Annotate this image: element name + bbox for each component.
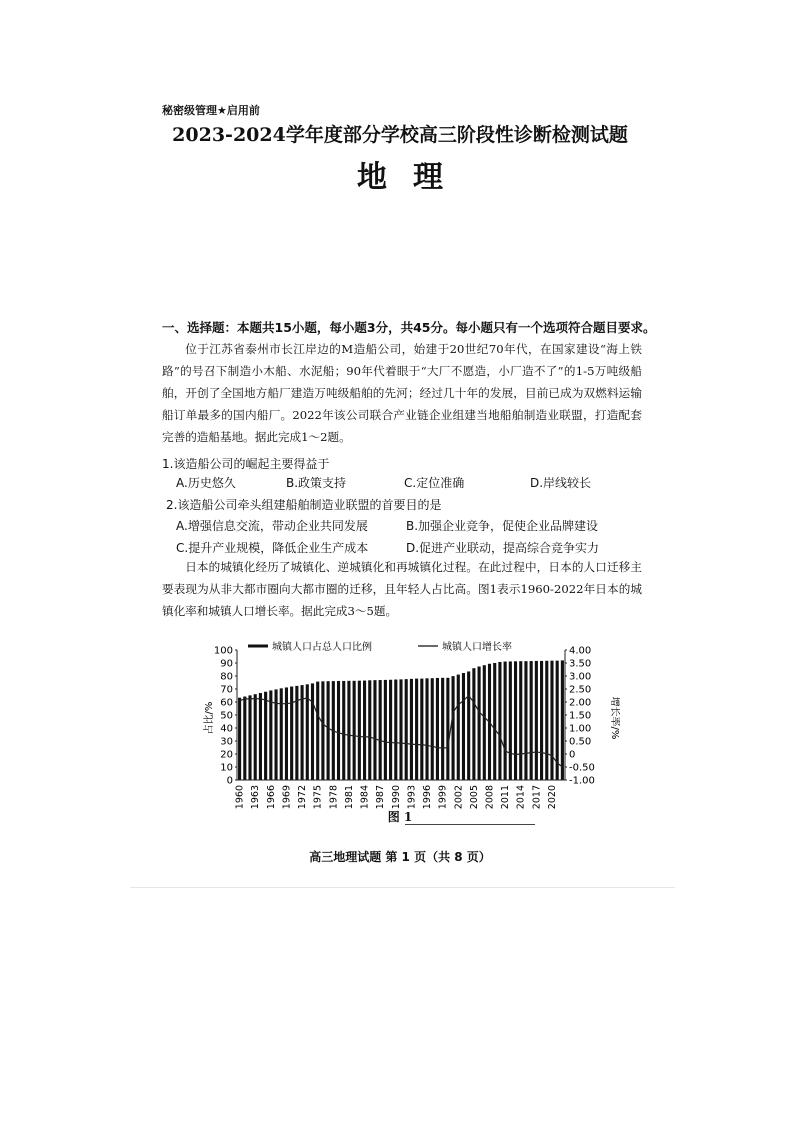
bar-1986: [373, 680, 376, 780]
bar-series: [238, 660, 564, 780]
right-tick-1.00: 1.00: [569, 723, 592, 735]
bar-1984: [363, 681, 366, 780]
bar-2005: [472, 668, 475, 780]
x-tick-2005: 2005: [468, 785, 480, 810]
bar-1996: [425, 678, 428, 780]
bar-1970: [290, 687, 293, 780]
bar-2003: [462, 673, 465, 780]
question-1-stem: 1.该造船公司的崛起主要得益于: [162, 457, 330, 471]
bar-2022: [561, 660, 564, 780]
bar-1983: [358, 681, 361, 780]
x-tick-1969: 1969: [281, 785, 293, 810]
q2-option-b: B.加强企业竞争，促使企业品牌建设: [406, 519, 599, 533]
bar-1997: [431, 678, 434, 780]
right-tick-3.50: 3.50: [569, 658, 592, 670]
bar-1988: [384, 680, 387, 780]
right-tick--1.00: -1.00: [569, 775, 595, 787]
x-tick-1990: 1990: [390, 785, 402, 810]
x-tick-1993: 1993: [406, 785, 418, 810]
q1-option-a: A.历史悠久: [176, 476, 236, 490]
bar-1974: [311, 683, 314, 780]
bar-2007: [483, 665, 486, 780]
left-tick-40: 40: [220, 723, 233, 735]
right-tick-labels: [565, 646, 595, 787]
left-tick-10: 10: [220, 762, 233, 774]
x-tick-1978: 1978: [328, 785, 340, 810]
x-tick-2017: 2017: [531, 785, 543, 810]
page-footer: 高三地理试题 第 1 页（共 8 页）: [309, 850, 491, 864]
bar-1976: [321, 681, 324, 780]
bar-1962: [248, 695, 251, 780]
subject-title: 地理: [357, 160, 469, 195]
q2-option-a: A.增强信息交流，带动企业共同发展: [176, 519, 368, 533]
bar-2018: [540, 661, 543, 780]
bar-1987: [379, 680, 382, 780]
left-tick-50: 50: [220, 710, 233, 722]
bar-1964: [259, 693, 262, 780]
bar-2004: [467, 671, 470, 780]
bar-2009: [493, 663, 496, 780]
passage-2: 日本的城镇化经历了城镇化、逆城镇化和再城镇化过程。在此过程中，日本的人口迁移主要表现为从非大都市圈向大都市圈的迁移，且年轻人占比高。图1表示1960-2022年日本的城镇化率和城镇人口增长率。据此完成3～5题。: [162, 560, 642, 618]
q2-option-c: C.提升产业规模，降低企业生产成本: [176, 541, 369, 555]
x-tick-labels: [235, 785, 558, 809]
bar-1969: [285, 687, 288, 780]
bar-2020: [550, 661, 553, 780]
bar-2011: [504, 662, 507, 780]
question-2-stem: 2.该造船公司牵头组建船舶制造业联盟的首要目的是: [166, 498, 442, 512]
x-tick-2011: 2011: [500, 785, 512, 810]
bar-1981: [347, 681, 350, 780]
bar-2010: [498, 662, 501, 780]
x-tick-1984: 1984: [359, 785, 371, 810]
x-tick-1999: 1999: [437, 785, 449, 810]
q1-option-c: C.定位准确: [404, 476, 465, 490]
bar-1968: [280, 688, 283, 780]
x-tick-1987: 1987: [375, 785, 387, 810]
bar-1999: [441, 678, 444, 780]
left-tick-60: 60: [220, 697, 233, 709]
left-tick-20: 20: [220, 749, 233, 761]
x-tick-1966: 1966: [265, 785, 277, 810]
x-tick-2008: 2008: [484, 785, 496, 810]
right-tick-4.00: 4.00: [569, 645, 592, 657]
exam-title: 2023-2024学年度部分学校高三阶段性诊断检测试题: [172, 124, 628, 146]
figure-caption: 图 1: [387, 810, 413, 824]
x-tick-1975: 1975: [312, 785, 324, 810]
right-tick--0.50: -0.50: [569, 762, 595, 774]
passage-1: 位于江苏省泰州市长江岸边的M造船公司，始建于20世纪70年代，在国家建设“海上铁路”的号召下制造小木船、水泥船；90年代着眼于“大厂不愿造，小厂造不了”的1-5万吨级船舶，开创了全国地方船厂建造万吨级船舶的先河；经过几十年的发展，目前已成为双燃料运输船订单最多的国内船厂。2022年该公司联合产业链企业组建当地船舶制造业联盟，打造配套完善的造船基地。据此完成1～2题。: [162, 342, 642, 444]
right-axis-title: 增长率/%: [609, 696, 620, 740]
bar-1995: [420, 679, 423, 780]
bar-2000: [446, 678, 449, 780]
bar-1993: [410, 679, 413, 780]
left-axis-title: 占比/%: [204, 701, 215, 735]
x-tick-2002: 2002: [453, 785, 465, 810]
left-tick-0: 0: [226, 775, 233, 787]
x-tick-1963: 1963: [250, 785, 262, 810]
bar-1966: [269, 690, 272, 780]
bar-1975: [316, 682, 319, 780]
bar-1992: [405, 679, 408, 780]
section-heading: 一、选择题：本题共15小题，每小题3分，共45分。每小题只有一个选项符合题目要求。: [162, 320, 656, 335]
bar-1994: [415, 679, 418, 780]
bar-1991: [399, 679, 402, 780]
figure-1-chart: [190, 632, 620, 812]
bar-1965: [264, 692, 267, 780]
bar-2002: [457, 675, 460, 780]
x-tick-2014: 2014: [515, 785, 527, 810]
left-tick-90: 90: [220, 658, 233, 670]
bar-2016: [530, 661, 533, 780]
bar-1960: [238, 698, 241, 780]
bar-1998: [436, 678, 439, 780]
bar-2015: [524, 661, 527, 780]
q2-option-d: D.促进产业联动，提高综合竞争实力: [406, 541, 600, 555]
left-tick-100: 100: [213, 645, 233, 657]
legend-line-label: 城镇人口增长率: [442, 642, 512, 653]
right-tick-0: 0: [569, 749, 576, 761]
bar-1963: [254, 694, 257, 780]
bar-2012: [509, 661, 512, 780]
bar-1977: [327, 681, 330, 780]
x-tick-1960: 1960: [234, 785, 246, 810]
caption-rule: [405, 824, 535, 825]
page-bottom-rule: [130, 887, 675, 888]
x-tick-1972: 1972: [297, 785, 309, 810]
bar-1985: [368, 680, 371, 780]
q1-option-d: D.岸线较长: [530, 476, 592, 490]
legend-bar-label: 城镇人口占总人口比例: [272, 642, 372, 653]
right-tick-2.50: 2.50: [569, 684, 592, 696]
right-tick-2.00: 2.00: [569, 697, 592, 709]
right-tick-0.50: 0.50: [569, 736, 592, 748]
bar-1979: [337, 681, 340, 780]
x-tick-1981: 1981: [343, 785, 355, 810]
bar-2014: [519, 661, 522, 780]
right-tick-3.00: 3.00: [569, 671, 592, 683]
left-tick-30: 30: [220, 736, 233, 748]
left-tick-70: 70: [220, 684, 233, 696]
confidential-label: 秘密级管理★启用前: [162, 104, 260, 117]
x-tick-2020: 2020: [547, 785, 558, 810]
bar-2019: [545, 661, 548, 780]
left-tick-labels: [214, 646, 237, 787]
bar-1961: [243, 697, 246, 780]
x-tick-1996: 1996: [422, 785, 433, 810]
bar-2001: [452, 676, 455, 780]
bar-1990: [394, 680, 397, 780]
bar-1989: [389, 680, 392, 780]
bar-1980: [342, 681, 345, 780]
bar-2006: [478, 667, 481, 780]
bar-1982: [353, 681, 356, 780]
right-tick-1.50: 1.50: [569, 710, 592, 722]
bar-2017: [535, 661, 538, 780]
left-tick-80: 80: [220, 671, 233, 683]
bar-2013: [514, 661, 517, 780]
q1-option-b: B.政策支持: [286, 476, 347, 490]
